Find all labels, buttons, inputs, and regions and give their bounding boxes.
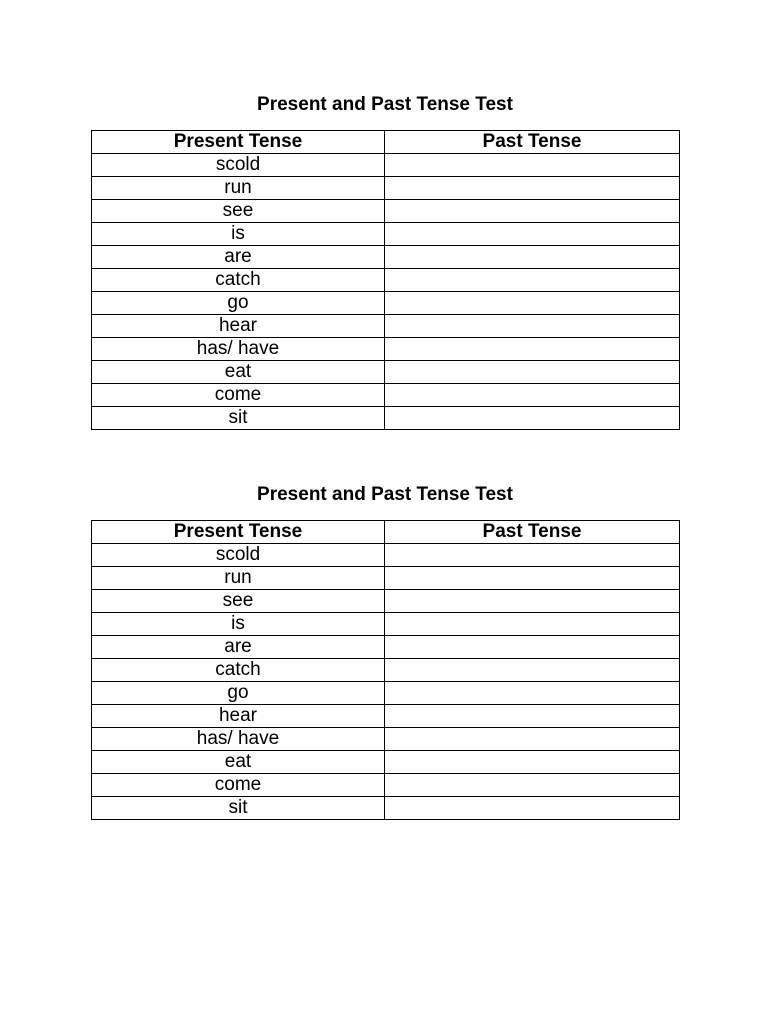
present-tense-word: has/ have: [92, 338, 385, 361]
table-row: [92, 338, 680, 361]
present-tense-word: sit: [92, 407, 385, 430]
present-tense-word: come: [92, 774, 385, 797]
present-tense-word: go: [92, 292, 385, 315]
past-tense-answer-cell[interactable]: [385, 751, 680, 774]
table-row: [92, 728, 680, 751]
present-tense-word: run: [92, 177, 385, 200]
present-tense-word: see: [92, 200, 385, 223]
table-row: [92, 613, 680, 636]
past-tense-answer-cell[interactable]: [385, 659, 680, 682]
worksheet-title: Present and Past Tense Test: [257, 484, 513, 505]
table-row: [92, 407, 680, 430]
tense-table: [91, 520, 680, 820]
table-row: [92, 315, 680, 338]
table-row: [92, 682, 680, 705]
table-row: [92, 797, 680, 820]
past-tense-answer-cell[interactable]: [385, 705, 680, 728]
present-tense-word: sit: [92, 797, 385, 820]
past-tense-answer-cell[interactable]: [385, 544, 680, 567]
present-tense-header: Present Tense: [92, 521, 385, 544]
table-row: [92, 246, 680, 269]
past-tense-answer-cell[interactable]: [385, 338, 680, 361]
table-row: [92, 636, 680, 659]
past-tense-header: Past Tense: [385, 521, 680, 544]
table-row: [92, 361, 680, 384]
table-row: [92, 292, 680, 315]
worksheet-title: Present and Past Tense Test: [257, 94, 513, 115]
present-tense-word: hear: [92, 705, 385, 728]
present-tense-word: eat: [92, 751, 385, 774]
table-row: [92, 269, 680, 292]
table-header-row: [92, 521, 680, 544]
present-tense-word: are: [92, 636, 385, 659]
past-tense-answer-cell[interactable]: [385, 154, 680, 177]
present-tense-header: Present Tense: [92, 131, 385, 154]
past-tense-answer-cell[interactable]: [385, 636, 680, 659]
past-tense-answer-cell[interactable]: [385, 797, 680, 820]
present-tense-word: eat: [92, 361, 385, 384]
table-row: [92, 223, 680, 246]
present-tense-word: come: [92, 384, 385, 407]
table-header-row: [92, 131, 680, 154]
past-tense-answer-cell[interactable]: [385, 590, 680, 613]
worksheet-1: [91, 92, 679, 430]
past-tense-answer-cell[interactable]: [385, 567, 680, 590]
present-tense-word: are: [92, 246, 385, 269]
past-tense-answer-cell[interactable]: [385, 613, 680, 636]
past-tense-answer-cell[interactable]: [385, 177, 680, 200]
past-tense-answer-cell[interactable]: [385, 292, 680, 315]
table-row: [92, 384, 680, 407]
past-tense-answer-cell[interactable]: [385, 223, 680, 246]
past-tense-answer-cell[interactable]: [385, 774, 680, 797]
table-row: [92, 751, 680, 774]
present-tense-word: see: [92, 590, 385, 613]
present-tense-word: run: [92, 567, 385, 590]
table-row: [92, 177, 680, 200]
past-tense-answer-cell[interactable]: [385, 269, 680, 292]
table-row: [92, 659, 680, 682]
tense-table: [91, 130, 680, 430]
past-tense-answer-cell[interactable]: [385, 361, 680, 384]
table-row: [92, 200, 680, 223]
table-row: [92, 705, 680, 728]
present-tense-word: go: [92, 682, 385, 705]
past-tense-answer-cell[interactable]: [385, 246, 680, 269]
present-tense-word: has/ have: [92, 728, 385, 751]
table-row: [92, 590, 680, 613]
table-row: [92, 154, 680, 177]
past-tense-answer-cell[interactable]: [385, 315, 680, 338]
past-tense-header: Past Tense: [385, 131, 680, 154]
past-tense-answer-cell[interactable]: [385, 384, 680, 407]
table-row: [92, 774, 680, 797]
present-tense-word: scold: [92, 154, 385, 177]
table-row: [92, 544, 680, 567]
present-tense-word: is: [92, 613, 385, 636]
past-tense-answer-cell[interactable]: [385, 200, 680, 223]
present-tense-word: catch: [92, 269, 385, 292]
table-row: [92, 567, 680, 590]
past-tense-answer-cell[interactable]: [385, 682, 680, 705]
present-tense-word: is: [92, 223, 385, 246]
present-tense-word: catch: [92, 659, 385, 682]
past-tense-answer-cell[interactable]: [385, 407, 680, 430]
worksheet-2: [91, 482, 679, 820]
past-tense-answer-cell[interactable]: [385, 728, 680, 751]
present-tense-word: hear: [92, 315, 385, 338]
present-tense-word: scold: [92, 544, 385, 567]
